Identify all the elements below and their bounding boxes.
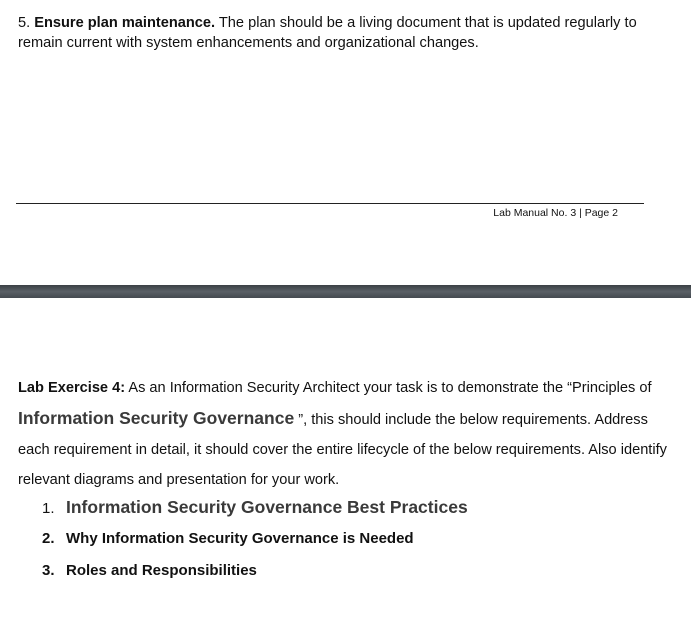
footer-divider bbox=[16, 203, 644, 204]
page-footer: Lab Manual No. 3 | Page 2 bbox=[493, 207, 618, 219]
list-item-text: Why Information Security Governance is Needed bbox=[66, 530, 414, 547]
lab-exercise-topic: Information Security Governance bbox=[18, 408, 295, 428]
lab-exercise-label: Lab Exercise 4: bbox=[18, 380, 126, 396]
requirements-list bbox=[42, 492, 468, 588]
list-item-number: 2. bbox=[42, 530, 55, 547]
list-item bbox=[42, 524, 468, 556]
plan-maintenance-paragraph bbox=[18, 13, 658, 53]
item-body: The plan should be a living document that is updated regularly to remain current with system enhancements and organizational changes. bbox=[18, 15, 637, 51]
document-page-2 bbox=[0, 0, 691, 285]
item-number: 5. bbox=[18, 15, 35, 31]
list-item bbox=[42, 556, 468, 588]
item-heading: Ensure plan maintenance. bbox=[34, 15, 216, 31]
list-item-text: Information Security Governance Best Practices bbox=[66, 497, 468, 517]
list-item-text: Roles and Responsibilities bbox=[66, 562, 257, 579]
list-item-number: 3. bbox=[42, 562, 55, 579]
page-break-separator bbox=[0, 285, 691, 298]
list-item-number: 1. bbox=[42, 500, 55, 517]
lab-exercise-intro: As an Information Security Architect your task is to demonstrate the “Principles of bbox=[125, 380, 652, 396]
lab-exercise-paragraph bbox=[18, 373, 668, 495]
lab-exercise-rest: ”, this should include the below requirements. Address each requirement in detail, it should cover the entire lifecycle of the below requirements. Also identify relevant diagrams and presentation for your work. bbox=[18, 412, 667, 488]
list-item bbox=[42, 492, 468, 524]
